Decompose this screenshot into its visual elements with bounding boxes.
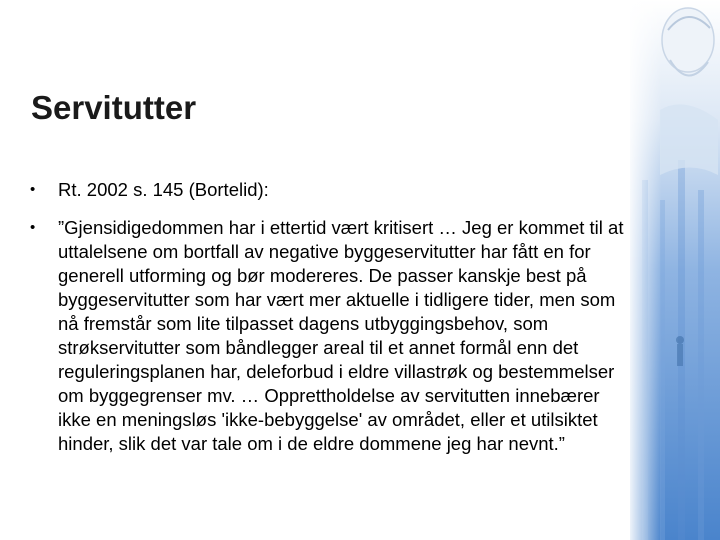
bullet-item xyxy=(30,216,630,456)
bullet-dot-icon: • xyxy=(30,181,36,198)
bullet-text: ”Gjensidigedommen har i ettertid vært kritisert … Jeg er kommet til at uttalelsene om bortfall av negative byggeservitutter har fått en for generell utforming og bør modereres. De passer kanskje best på byggeservitutter som har vært mer aktuelle i tidligere tider, men som nå fremstår som lite tilpasset dagens utbyggingsbehov, som strøkservitutter som båndlegger areal til et annet formål enn det reguleringsplanen har, deleforbud i eldre villastrøk og bestemmelser om byggegrenser mv. … Opprettholdelse av servitutten innebærer ikke en meningsløs 'ikke-bebyggelse' av området, eller et utilsiktet hinder, slik det var tale om i de eldre dommene jeg har nevnt.” xyxy=(58,217,624,454)
bullet-item xyxy=(30,178,630,202)
slide-title: Servitutter xyxy=(31,89,197,126)
bullet-dot-icon: • xyxy=(30,219,36,236)
bullet-list xyxy=(30,178,630,456)
bullet-text: Rt. 2002 s. 145 (Bortelid): xyxy=(58,179,269,200)
statue-sculpture-image xyxy=(630,0,720,540)
